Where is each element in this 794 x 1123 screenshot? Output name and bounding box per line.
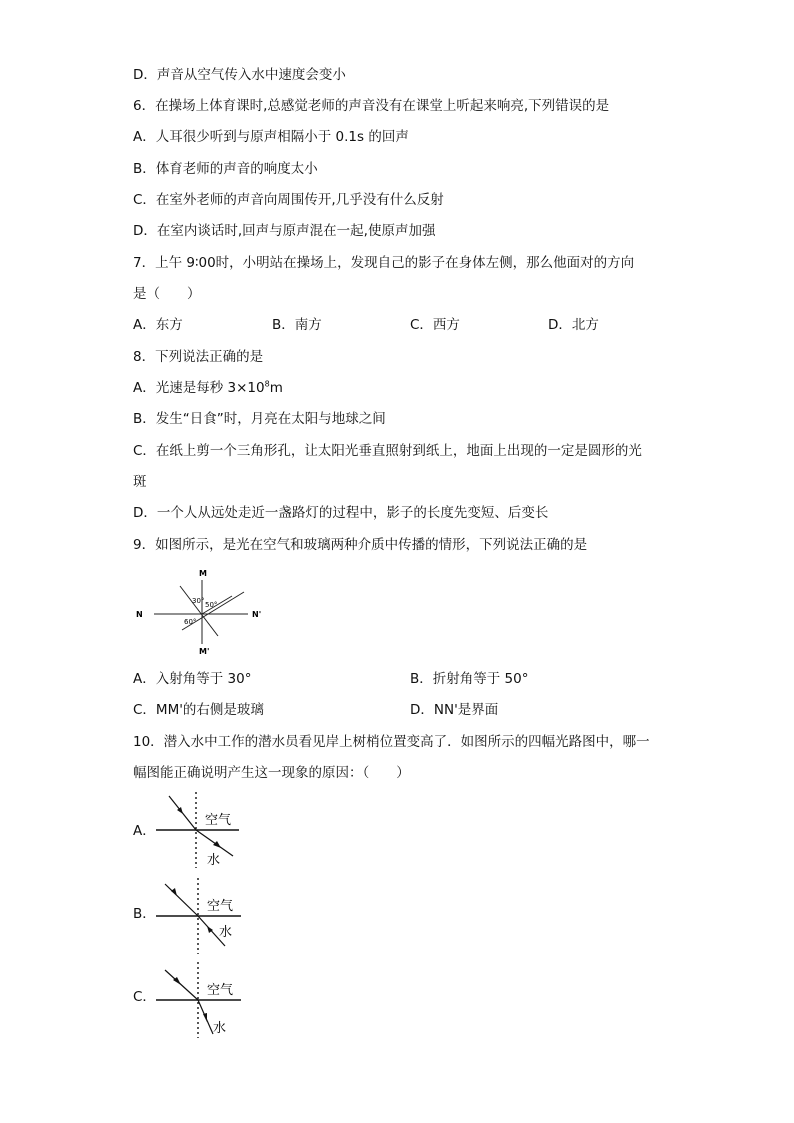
q10-b-air-label: 空气 — [207, 899, 234, 914]
q10-stem-line2: 幅图能正确说明产生这一现象的原因：（ ） — [133, 765, 410, 781]
q10-b-water-label: 水 — [219, 925, 233, 940]
q6-option-d: D．在室内谈话时,回声与原声混在一起,使原声加强 — [133, 223, 436, 239]
q6-option-a: A．人耳很少听到与原声相隔小于 0.1s 的回声 — [133, 129, 409, 145]
q6-option-c: C．在室外老师的声音向周围传开,几乎没有什么反射 — [133, 192, 444, 208]
q6-stem: 6．在操场上体育课时,总感觉老师的声音没有在课堂上听起来响亮,下列错误的是 — [133, 98, 610, 114]
q7-option-b: B．南方 — [272, 317, 322, 333]
q7-option-a: A．东方 — [133, 317, 183, 333]
q10-b-arrow-air — [171, 888, 177, 896]
q9-light-ray-diagram — [128, 562, 278, 662]
q10-a-arrow-water — [213, 841, 221, 848]
q10-b-ray-in-air — [165, 884, 198, 916]
q8-option-a-exponent: 8 — [264, 379, 270, 389]
q10-c-ray-in-air — [165, 970, 198, 1000]
q10-c-water-label: 水 — [213, 1021, 227, 1036]
q8-option-a — [133, 379, 283, 397]
q10-option-c-diagram — [155, 960, 255, 1040]
q9-label-m: M — [199, 569, 207, 578]
q9-label-n: N — [136, 610, 143, 619]
q8-option-c-line1: C．在纸上剪一个三角形孔，让太阳光垂直照射到纸上，地面上出现的一定是圆形的光 — [133, 443, 642, 459]
q10-option-a-diagram — [155, 790, 255, 870]
q8-option-c-line2: 斑 — [133, 474, 147, 490]
q9-option-a: A．入射角等于 30° — [133, 671, 252, 687]
q9-option-d: D．NN'是界面 — [410, 702, 499, 718]
q9-stem: 9．如图所示，是光在空气和玻璃两种介质中传播的情形，下列说法正确的是 — [133, 537, 588, 553]
q9-option-b: B．折射角等于 50° — [410, 671, 529, 687]
q5-option-d: D．声音从空气传入水中速度会变小 — [133, 67, 346, 83]
q9-label-n-prime: N' — [252, 610, 262, 619]
q9-option-c: C．MM'的右侧是玻璃 — [133, 702, 264, 718]
q9-label-m-prime: M' — [199, 647, 210, 656]
q8-option-b: B．发生“日食”时，月亮在太阳与地球之间 — [133, 411, 386, 427]
q10-stem-line1: 10．潜入水中工作的潜水员看见岸上树梢位置变高了．如图所示的四幅光路图中，哪一 — [133, 734, 650, 750]
q8-stem: 8．下列说法正确的是 — [133, 349, 264, 365]
q9-angle-50: 50° — [205, 601, 218, 609]
q10-a-water-label: 水 — [207, 853, 221, 868]
q10-option-c-label: C． — [133, 989, 156, 1005]
q8-option-a-text: A．光速是每秒 3×10 — [133, 380, 265, 396]
q10-c-arrow-water — [203, 1013, 207, 1022]
q6-option-b: B．体育老师的声音的响度太小 — [133, 161, 318, 177]
q10-c-air-label: 空气 — [207, 983, 234, 998]
q9-angle-60: 60° — [184, 618, 197, 626]
q7-stem-line1: 7．上午 9∶00时，小明站在操场上，发现自己的影子在身体左侧，那么他面对的方向 — [133, 255, 635, 271]
q7-stem-line2: 是（ ） — [133, 286, 201, 302]
q7-option-c: C．西方 — [410, 317, 460, 333]
q10-option-a-label: A． — [133, 823, 156, 839]
q10-option-b-diagram — [155, 876, 255, 956]
q9-angle-30: 30° — [192, 597, 205, 605]
q8-option-a-unit: m — [269, 380, 283, 396]
q10-option-b-label: B． — [133, 906, 156, 922]
q10-a-air-label: 空气 — [205, 813, 232, 828]
q7-option-d: D．北方 — [548, 317, 599, 333]
q8-option-d: D．一个人从远处走近一盏路灯的过程中，影子的长度先变短、后变长 — [133, 505, 549, 521]
